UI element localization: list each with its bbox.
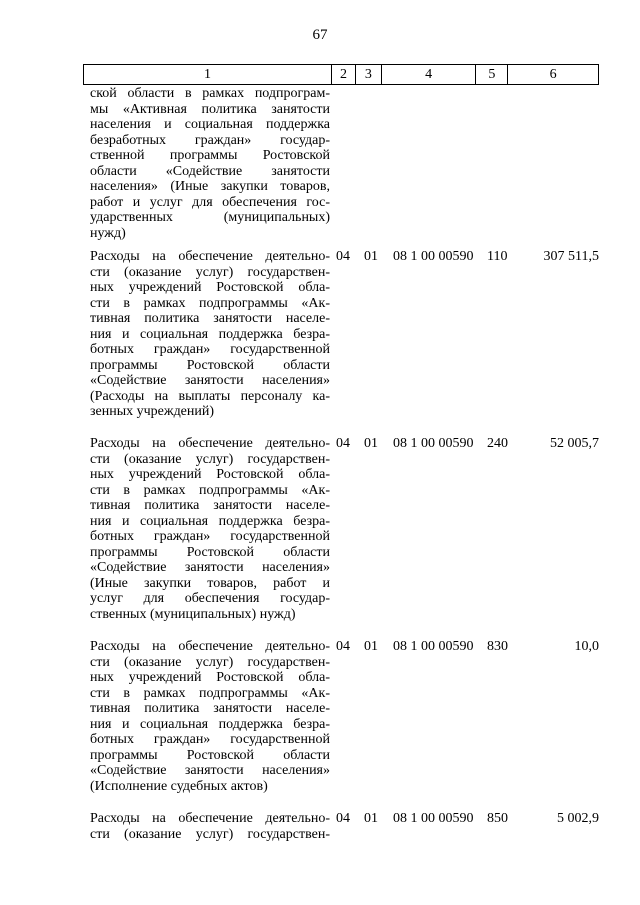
text-line: Расходы на обеспечение деятельно- [90, 436, 330, 451]
header-col-6: 6 [549, 67, 557, 82]
row-1-description [90, 249, 330, 420]
text-line: населения и социальная поддержка [90, 117, 330, 132]
text-line: ных учреждений Ростовской обла- [90, 280, 330, 295]
text-line: программы Ростовской области [90, 357, 330, 373]
text-line: «Содействие занятости населения» [90, 373, 330, 388]
row-1-subsection: 01 [364, 249, 378, 264]
text-line: ния и социальная поддержка безра- [90, 716, 330, 732]
table-header-row [83, 64, 599, 85]
text-line: программы Ростовской области [90, 544, 330, 560]
text-line: сти в рамках подпрограммы «Ак- [90, 685, 330, 701]
text-line: (Иные закупки товаров, работ и [90, 575, 330, 591]
row-3-description [90, 639, 330, 794]
row-1-sum: 307 511,5 [543, 249, 599, 264]
header-col-2: 2 [332, 65, 356, 84]
text-line: зенных учреждений) [90, 404, 215, 419]
text-line: тивная политика занятости населе- [90, 311, 330, 326]
text-line: сти (оказание услуг) государствен- [90, 826, 330, 842]
text-line: (Расходы на выплаты персоналу ка- [90, 388, 330, 404]
text-line: ных учреждений Ростовской обла- [90, 467, 330, 482]
row-4-expense-type: 850 [487, 811, 508, 826]
row-3-section: 04 [336, 639, 350, 654]
row-2-section: 04 [336, 436, 350, 451]
text-line: тивная политика занятости населе- [90, 701, 330, 716]
text-line: сти (оказание услуг) государствен- [90, 451, 330, 467]
text-line: ударственных (муниципальных) [90, 210, 330, 225]
row-4-target-article: 08 1 00 00590 [393, 811, 474, 826]
row-4-description [90, 811, 330, 842]
header-col-1: 1 [84, 65, 332, 84]
text-line: ботных граждан» государственной [90, 342, 330, 357]
row-2-description [90, 436, 330, 622]
row-4-section: 04 [336, 811, 350, 826]
text-line: Расходы на обеспечение деятельно- [90, 811, 330, 826]
text-line: тивная политика занятости населе- [90, 498, 330, 513]
row-2-subsection: 01 [364, 436, 378, 451]
text-line: сти (оказание услуг) государствен- [90, 654, 330, 670]
text-line: ния и социальная поддержка безра- [90, 326, 330, 342]
text-line: (Исполнение судебных актов) [90, 778, 268, 794]
text-line: ных учреждений Ростовской обла- [90, 670, 330, 685]
row-1-target-article: 08 1 00 00590 [393, 249, 474, 264]
text-line: безработных граждан» государ- [90, 132, 330, 148]
text-line: сти в рамках подпрограммы «Ак- [90, 295, 330, 311]
header-col-3: 3 [356, 65, 382, 84]
header-col-5: 5 [476, 65, 508, 84]
text-line: «Содействие занятости населения» [90, 560, 330, 575]
row-1-section: 04 [336, 249, 350, 264]
text-line: ственной программы Ростовской [90, 148, 330, 163]
text-line: ботных граждан» государственной [90, 732, 330, 747]
text-line: работ и услуг для обеспечения гос- [90, 194, 330, 210]
text-line: ботных граждан» государственной [90, 529, 330, 544]
text-line: услуг для обеспечения государ- [90, 591, 330, 606]
text-line: населения» (Иные закупки товаров, [90, 179, 330, 194]
row-3-expense-type: 830 [487, 639, 508, 654]
row-4-sum: 5 002,9 [557, 811, 599, 826]
row-1-expense-type: 110 [487, 249, 508, 264]
row-4-subsection: 01 [364, 811, 378, 826]
row-3-subsection: 01 [364, 639, 378, 654]
page-number: 67 [312, 27, 328, 43]
row-2-expense-type: 240 [487, 436, 508, 451]
text-line: ской области в рамках подпрограм- [90, 86, 330, 101]
text-line: ния и социальная поддержка безра- [90, 513, 330, 529]
row-3-sum: 10,0 [574, 639, 599, 654]
text-line: сти (оказание услуг) государствен- [90, 264, 330, 280]
text-line: нужд) [90, 225, 126, 241]
text-line: области «Содействие занятости [90, 163, 330, 179]
row-2-target-article: 08 1 00 00590 [393, 436, 474, 451]
header-col-4: 4 [382, 65, 477, 84]
row-3-target-article: 08 1 00 00590 [393, 639, 474, 654]
text-line: мы «Активная политика занятости [90, 101, 330, 117]
continuation-text [90, 86, 330, 241]
text-line: программы Ростовской области [90, 747, 330, 763]
text-line: Расходы на обеспечение деятельно- [90, 639, 330, 654]
text-line: ственных (муниципальных) нужд) [90, 606, 296, 622]
text-line: Расходы на обеспечение деятельно- [90, 249, 330, 264]
row-2-sum: 52 005,7 [550, 436, 599, 451]
text-line: «Содействие занятости населения» [90, 763, 330, 778]
text-line: сти в рамках подпрограммы «Ак- [90, 482, 330, 498]
